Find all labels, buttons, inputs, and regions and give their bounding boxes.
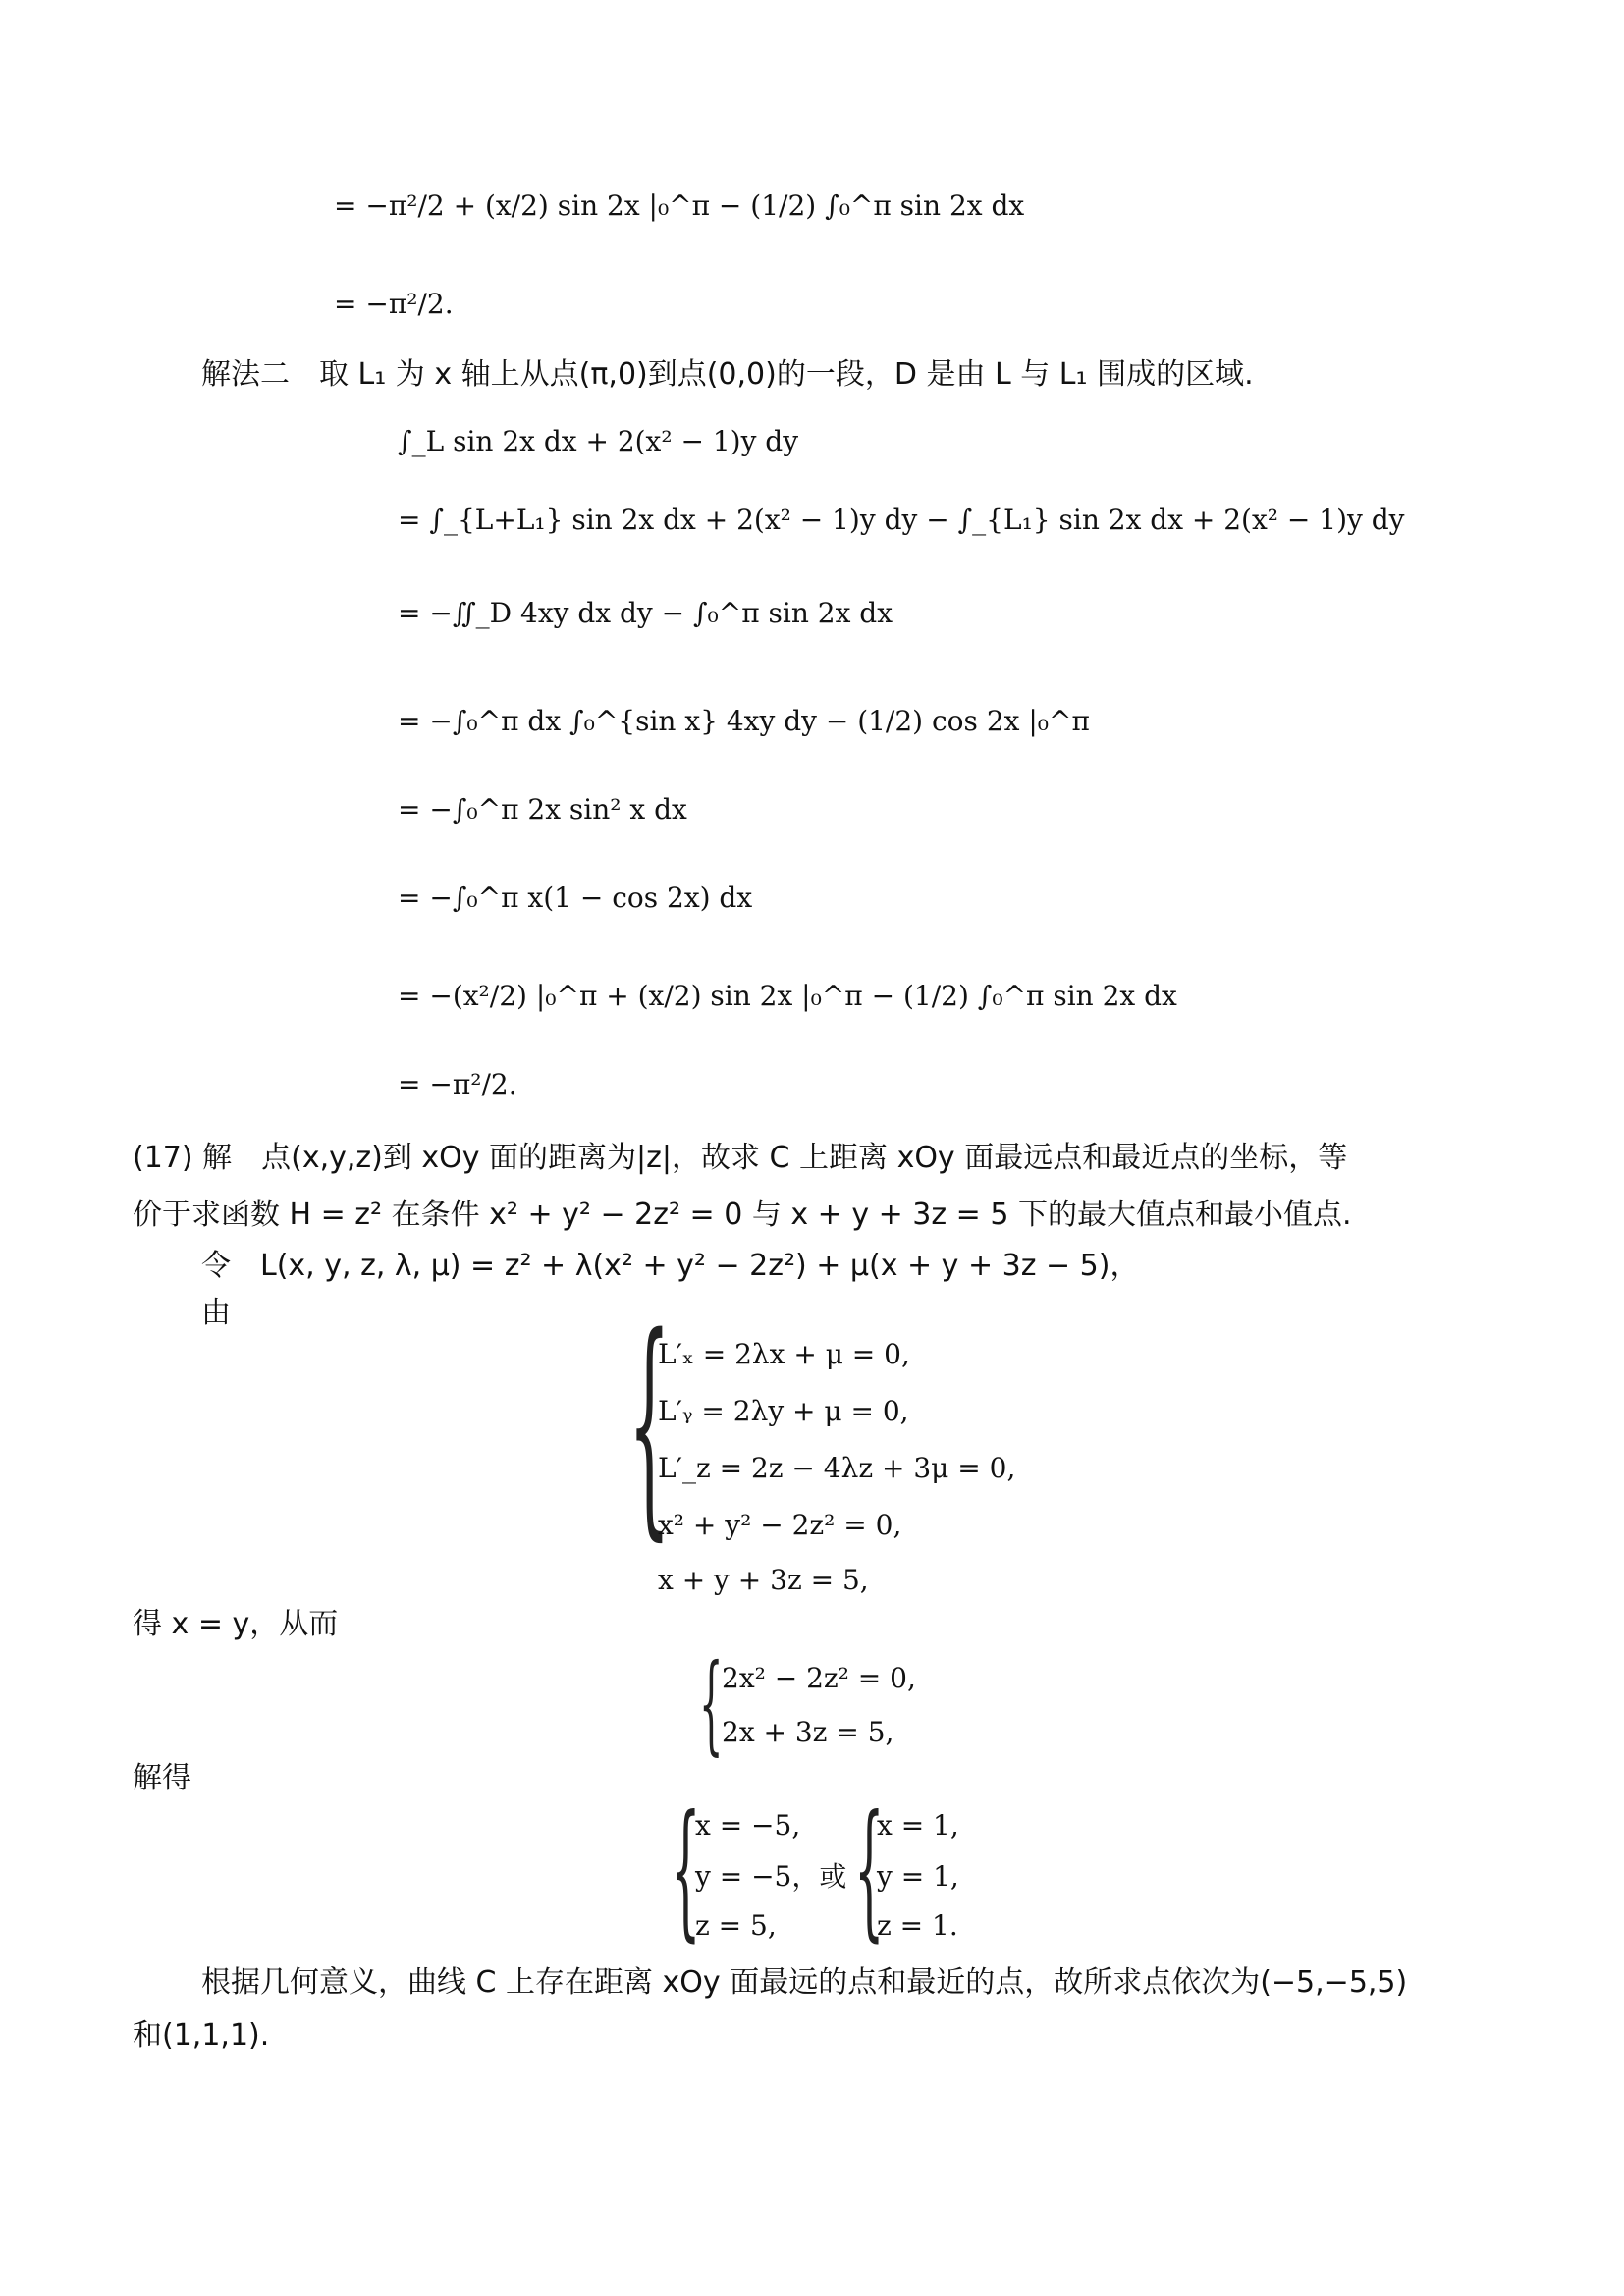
conclusion-text: 和(1,1,1).	[133, 2018, 270, 2053]
left-brace: {	[671, 1785, 701, 1955]
system-equation: L′_z = 2z − 4λz + 3μ = 0,	[658, 1452, 1016, 1484]
conclusion-text: 根据几何意义，曲线 C 上存在距离 xOy 面最远的点和最近的点，故所求点依次为(−5,−5,5)	[201, 1965, 1408, 2000]
math-line: = −∫₀^π dx ∫₀^{sin x} 4xy dy − (1/2) cos 2x |₀^π	[398, 705, 1090, 737]
system-equation: x² + y² − 2z² = 0,	[658, 1509, 902, 1541]
solution-value: x = −5,	[695, 1809, 801, 1842]
system-equation: x + y + 3z = 5,	[658, 1564, 869, 1596]
math-line: = −∬_D 4xy dx dy − ∫₀^π sin 2x dx	[398, 597, 893, 629]
paragraph-text: 解得	[133, 1761, 191, 1795]
solution-value: x = 1,	[877, 1809, 959, 1842]
math-line: = −π²/2.	[398, 1068, 517, 1100]
solution-value: z = 5,	[695, 1909, 777, 1942]
math-line: ∫_L sin 2x dx + 2(x² − 1)y dy	[398, 425, 799, 457]
math-line: = ∫_{L+L₁} sin 2x dx + 2(x² − 1)y dy − ∫_{L₁} sin 2x dx + 2(x² − 1)y dy	[398, 504, 1405, 536]
math-line: = −∫₀^π 2x sin² x dx	[398, 793, 687, 826]
left-brace: {	[699, 1640, 724, 1766]
paragraph-text: 得 x = y，从而	[133, 1607, 339, 1641]
left-brace: {	[628, 1286, 671, 1561]
system-equation: L′ₓ = 2λx + μ = 0,	[658, 1338, 910, 1370]
solution-method-two: 解法二 取 L₁ 为 x 轴上从点(π,0)到点(0,0)的一段，D 是由 L 与 L₁ 围成的区域.	[201, 357, 1254, 392]
math-line: = −∫₀^π x(1 − cos 2x) dx	[398, 881, 753, 914]
system-equation: 2x² − 2z² = 0,	[722, 1662, 916, 1694]
problem-17-text: (17) 解 点(x,y,z)到 xOy 面的距离为|z|，故求 C 上距离 xOy 面最远点和最近点的坐标，等	[133, 1141, 1348, 1175]
problem-17-text: 价于求函数 H = z² 在条件 x² + y² − 2z² = 0 与 x + y + 3z = 5 下的最大值点和最小值点.	[133, 1198, 1352, 1232]
math-line: = −π²/2 + (x/2) sin 2x |₀^π − (1/2) ∫₀^π sin 2x dx	[334, 189, 1025, 222]
math-line: = −π²/2.	[334, 288, 454, 320]
solution-value: y = −5，或	[695, 1860, 847, 1893]
solution-value: y = 1,	[877, 1860, 959, 1893]
left-brace: {	[854, 1785, 885, 1955]
math-line: = −(x²/2) |₀^π + (x/2) sin 2x |₀^π − (1/2) ∫₀^π sin 2x dx	[398, 980, 1177, 1012]
system-equation: L′ᵧ = 2λy + μ = 0,	[658, 1395, 909, 1427]
solution-value: z = 1.	[877, 1909, 958, 1942]
lagrange-function: 令 L(x, y, z, λ, μ) = z² + λ(x² + y² − 2z²) + μ(x + y + 3z − 5)，	[201, 1249, 1140, 1283]
paragraph-text: 由	[201, 1296, 231, 1330]
system-equation: 2x + 3z = 5,	[722, 1716, 894, 1748]
